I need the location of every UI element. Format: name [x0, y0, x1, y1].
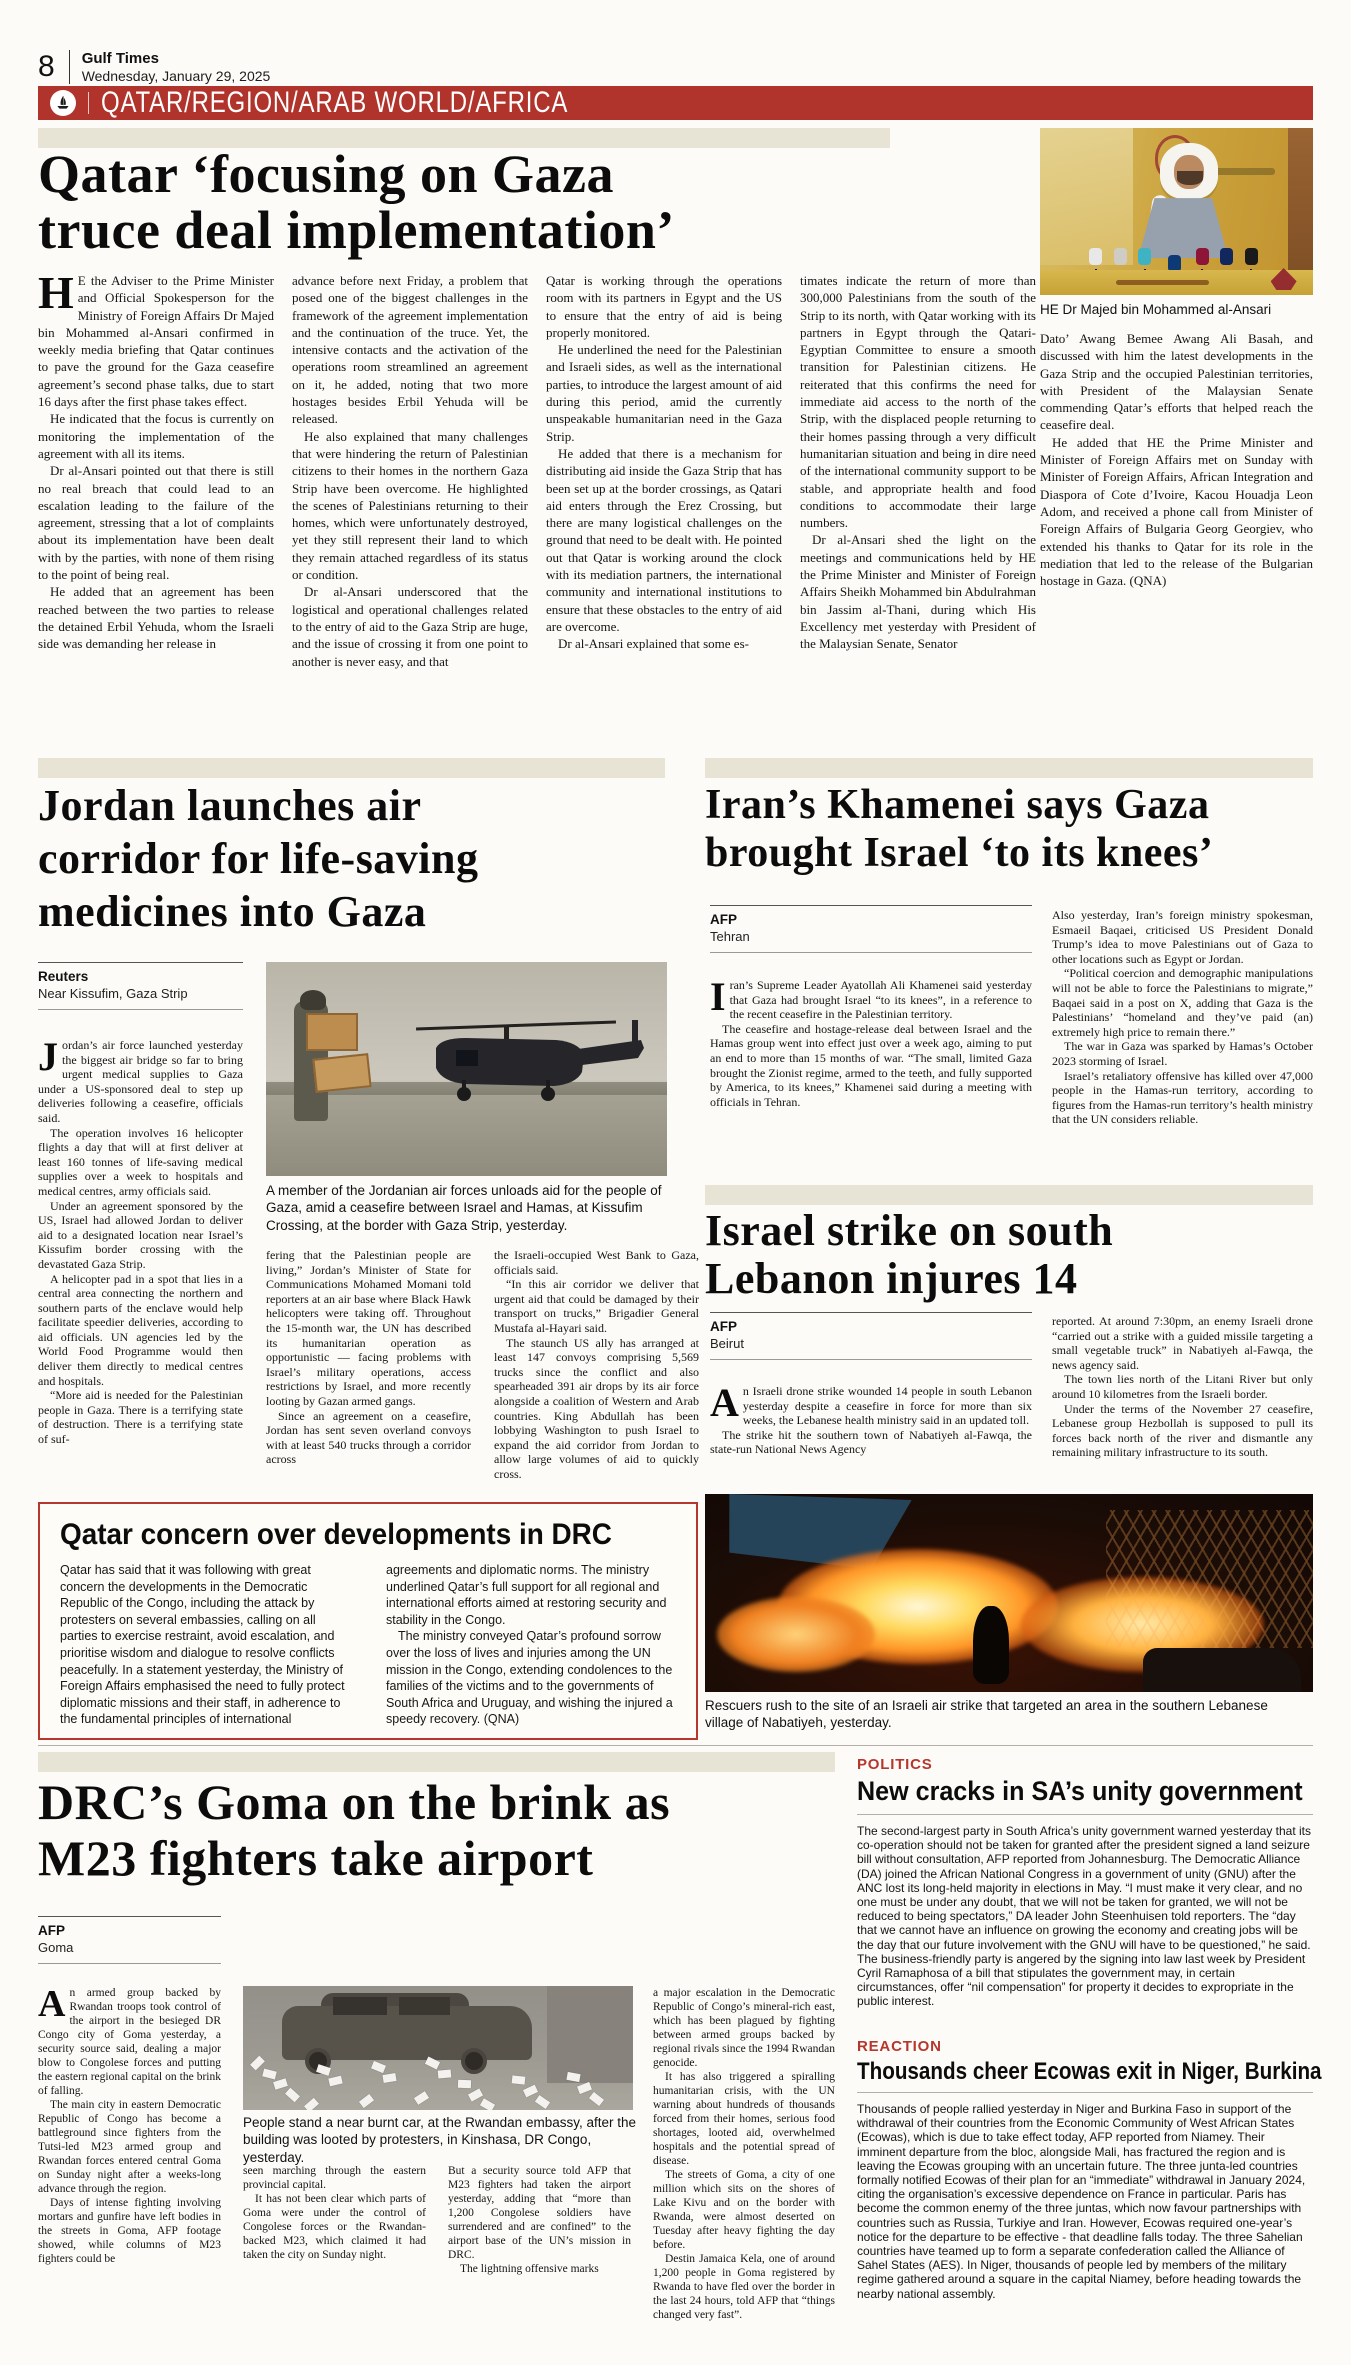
goma-band	[38, 1752, 835, 1772]
paper-name: Gulf Times	[81, 50, 159, 68]
ansari-photo-caption: HE Dr Majed bin Mohammed al-Ansari	[1040, 302, 1272, 317]
paper-scrap	[316, 2064, 331, 2076]
drc-statement-box	[38, 1502, 698, 1740]
burnt-car-photo	[243, 1986, 633, 2110]
paper-scrap	[480, 2099, 495, 2110]
israel-byline	[710, 1312, 1032, 1360]
reaction-headline: Thousands cheer Ecowas exit in Niger, Burkina	[857, 2058, 1322, 2085]
helicopter-aid-photo	[266, 962, 667, 1176]
vehicle-silhouette	[1143, 1648, 1301, 1692]
flames	[717, 1597, 875, 1672]
paper-scrap	[534, 2095, 549, 2109]
byline-agency: AFP	[710, 912, 737, 927]
drc-box-title: Qatar concern over developments in DRC	[60, 1518, 612, 1551]
paper-scrap	[262, 2068, 277, 2079]
paper-scrap	[566, 2072, 580, 2082]
iran-headline: Iran’s Khamenei says Gaza brought Israel ‘to its knees’	[705, 782, 1214, 876]
byline-agency: Reuters	[38, 969, 89, 984]
paper-scrap	[250, 2055, 265, 2070]
reaction-body: Thousands of people rallied yesterday in Niger and Burkina Faso in support of the withdrawal of their countries from the Economic Community of West African States (Ecowas), which is due to take effect today, AFP reported from Niamey. Their imminent departure from the bloc, alongside Mali, has fractured the region and is leaving the Ecowas grouping with an uncertain future. The three junta-led countries formally notified Ecowas of their plan for an “immediate” withdrawal in January 2024, citing the organisation’s excessive dependence on France in particular. Paris has become the common enemy of the three juntas, which now favour partnerships with countries such as Russia, Turkiye and Iran. However, Ecowas required one-year’s notice for the departure to be effective - that deadline falls today. The three Sahelian countries have teamed up to form a separate confederation called the Alliance of Sahel States (AES). In Niger, thousands of people led by members of the military regime gathered around a square in the capital Niamey, before heading towards the nearby national assembly.	[857, 2102, 1306, 2301]
paper-scrap	[512, 2076, 526, 2085]
lead-col-5: Dato’ Awang Bemee Awang Ali Basah, and discussed with him the latest developments in the Gaza Strip and the occupied Palestinian territories, with President of the Malaysian Senate commending Qatar’s efforts that helped reach the ceasefire deal. He added that HE the Prime Minister and Minister of Foreign Affairs met on Sunday with Minister of Foreign Affairs, African Integration and Diaspora of Cote d’Ivoire, Kacou Houadja Leon Adom, and received a phone call from Minister of Foreign Affairs of Bulgaria Georg Georgiev, who extended his thanks to Qatar for its role in the mediation that led to the release of the Bulgarian hostage in Gaza. (QNA)	[1040, 331, 1313, 589]
lead-col-4: timates indicate the return of more than 300,000 Palestinians from the south of the Strip to its north, with Qatar working with its partners in Egypt through the Qatari-Egyptian Committee to ensure a smooth transition for Palestinian citizens. He reiterated that this confirms the need for immediate aid access to the north of the Strip, with the displaced people returning to their homes passing through a very difficult humanitarian situation and being in dire need of the international community support to be stable, and appropriate health and food conditions to accommodate their large numbers. Dr al-Ansari shed the light on the meetings and communications held by HE the Prime Minister and Minister of Foreign Affairs Sheikh Mohammed bin Abdulrahman bin Jassim al-Thani, during which His Excellency met yesterday with President of the Malaysian Senate, Senator	[800, 273, 1036, 652]
section-banner	[38, 86, 1313, 120]
goma-headline: DRC’s Goma on the brink as M23 fighters take airport	[38, 1774, 671, 1886]
jordan-col-1: Jordan’s air force launched yesterday the biggest air bridge so far to bring urgent medical supplies to Gaza under a US-sponsored deal to step up deliveries following a ceasefire, officials said. The operation involves 16 helicopter flights a day that will at first deliver at least 160 tonnes of life-saving medical supplies over a week to hospitals and medical centres, army officials said. Under an agreement sponsored by the US, Israel had allowed Jordan to deliver aid to a designated location near Israel’s Kissufim border crossing with the devastated Gaza Strip. A helicopter pad in a spot that lies in a central area connecting the northern and southern parts of the enclave would help facilitate speedier deliveries, according to aid officials. UN agencies led by the World Food Programme would then deliver them directly to medical centres and hospitals. “More aid is needed for the Palestinian people in Gaza. There is a terrifying state of destruction. There is a terrifying state of suf-	[38, 1038, 243, 1447]
paper-scrap	[413, 2091, 428, 2105]
microphone-icon	[1114, 248, 1127, 265]
byline-agency: AFP	[710, 1319, 737, 1334]
lead-col-2: advance before next Friday, a problem that posed one of the biggest challenges in the framework of the agreement implementation and the continuation of the truce. Yet, the intensive contacts and the activation of the operations room streamlined an agreement on it, he added, noting that two more hostages besides Erbil Yehuda will be released. He also explained that many challenges that were hindering the return of Palestinian citizens to their homes in the northern Gaza Strip have been overcome. He highlighted the scenes of Palestinians returning to their homes, which were unfortunately destroyed, yet they still represent their land to which they remain attached regardless of its status or condition. Dr al-Ansari underscored that the logistical and operational challenges related to the entry of aid to the Gaza Strip are huge, and the issue of crossing it from one point to another is never easy, and that	[292, 273, 528, 669]
aid-box	[312, 1053, 371, 1093]
jordan-byline	[38, 962, 243, 1010]
paper-scrap	[577, 2082, 592, 2094]
lead-headline: Qatar ‘focusing on Gaza truce deal implementation’	[38, 144, 675, 261]
masthead-divider	[69, 50, 70, 84]
section-title: QATAR/REGION/ARAB WORLD/AFRICA	[101, 86, 569, 119]
paper-scrap	[304, 2098, 319, 2110]
iran-col-2: Also yesterday, Iran’s foreign ministry spokesman, Esmaeil Baqaei, criticised US President Donald Trump’s idea to move Palestinians out of Gaza to other locations such as Egypt or Jordan. “Political coercion and demographic manipulations will not be able to force the Palestinians to migrate,” Baqaei said in a post on X, adding that Gaza is the Palestinians’ “homeland and they’ve paid (an) extremely high price to remain there.” The war in Gaza was sparked by Hamas’s October 2023 storming of Israel. Israel’s retaliatory offensive has killed over 47,000 people in the Hamas-run territory, according to figures from the Hamas-run territory’s health ministry that the UN considers reliable.	[1052, 908, 1313, 1127]
paper-scrap	[273, 2079, 288, 2090]
goma-col-4: a major escalation in the Democratic Republic of Congo’s mineral-rich east, which has been plagued by fighting between armed groups backed by regional rivals since the 1994 Rwandan genocide. It has also triggered a spiralling humanitarian crisis, with the UN warning about hundreds of thousands forced from their homes, serious food shortages, looted aid, overwhelmed hospitals and the potential spread of disease. The streets of Goma, a city of one million which sits on the shores of Lake Kivu and on the border with Rwanda, were almost deserted on Tuesday after heavy fighting the day before. Destin Jamaica Kela, one of around 1,200 people in Goma registered by Rwanda to have fled over the border in the last 24 hours, told AFP that “things changed very fast”.	[653, 1987, 835, 2321]
paper-scrap	[589, 2091, 604, 2105]
byline-place: Goma	[38, 1940, 74, 1955]
paper-scrap	[359, 2094, 374, 2108]
israel-headline: Israel strike on south Lebanon injures 14	[705, 1206, 1114, 1304]
jordan-band	[38, 758, 665, 778]
israel-col-2: reported. At around 7:30pm, an enemy Israeli drone “carried out a strike with a guided missile targeting a small vegetable truck” in Nabatiyeh al-Fawqa, the news agency said. The town lies north of the Litani River but only around 10 kilometres from the Israeli border. Under the terms of the November 27 ceasefire, Lebanese group Hezbollah is supposed to pull its forces back north of the river and dismantle any remaining military infrastructure to its south.	[1052, 1314, 1313, 1460]
paper-scrap	[468, 2088, 483, 2101]
section-divider	[38, 1745, 1313, 1746]
goma-col-3: But a security source told AFP that M23 fighters had taken the airport yesterday, adding that “more than 1,200 Congolese soldiers have surrendered and are confined” to the airport base of the UN’s mission in DRC. The lightning offensive marks	[448, 2165, 631, 2275]
iran-col-1: Iran’s Supreme Leader Ayatollah Ali Khamenei said yesterday that Gaza had brought Israel “to its knees”, in a reference to the recent ceasefire in the Palestinian territory. The ceasefire and hostage-release deal between Israel and the Hamas group went into effect just over a week ago, aiming to put an end to more than 15 months of war. “The small, limited Gaza brought the Zionist regime, armed to the teeth, and fully supported by America, to its knees,” Khamenei said during a meeting with officials in Tehran.	[710, 978, 1032, 1109]
paper-scrap	[371, 2061, 386, 2073]
microphone-icon	[1138, 248, 1151, 265]
lead-col-1: H E the Adviser to the Prime Minister and Official Spokesperson for the Ministry of Foreign Affairs Dr Majed bin Mohammed al-Ansari confirmed in weekly media briefing that Qatar continues to pave the ground for the Gaza ceasefire agreement’s second phase talks, due to start 16 days after the first phase takes effect. He indicated that the focus is currently on monitoring the implementation of the agreement with all its items. Dr al-Ansari pointed out that there is still no real breach that could lead to an escalation leading to the failure of the agreement, stressing that a lot of complaints about its implementation have been dealt with by the parties, with none of them rising to the point of being real. He added that an agreement has been reached between the two parties to release the detained Erbil Yehuda, whom the Israeli side was demanding her release in	[38, 272, 274, 652]
microphone-icon	[1089, 248, 1102, 265]
paper-scrap	[328, 2076, 342, 2087]
microphone-icon	[1245, 248, 1258, 265]
gulf-times-logo	[50, 90, 76, 116]
politics-body: The second-largest party in South Africa’s unity government warned yesterday that its co-operation should not be taken for granted after the president signed a land seizure bill without consultation, AFP reported from Johannesburg. The Democratic Alliance (DA) joined the African National Congress in a government of unity (GNU) after the ANC lost its long-held majority in elections in May. “I must make it very clear, and no one must be under any doubt, that we will not be taken for granted, we will not be reduced to being spectators,” DA leader John Steenhuisen told reporters. The “day that we cannot have an influence on growing the economy and creating jobs will be the day that our future involvement with the GNU will have to be questioned,” he said. The business-friendly party is angered by the signing into law last week by President Cyril Ramaphosa of a bill that stipulates the government may, in certain circumstances, offer “nil compensation” for property it decides to expropriate in the public interest.	[857, 1824, 1312, 2009]
iran-byline	[710, 905, 1032, 953]
goma-col-1: An armed group backed by Rwandan troops took control of the airport in the besieged DR Congo city of Goma yesterday, a security source said, dealing a major blow to Congolese forces and putting the eastern regional capital on the brink of falling. The main city in eastern Democratic Republic of Congo has become a battleground since fighters from the Tutsi-led M23 armed group and Rwandan forces entered central Goma on Sunday night after a weeks-long advance through the region. Days of intense fighting involving mortars and gunfire have left bodies in the streets in Goma, AFP footage showed, while columns of M23 fighters could be	[38, 1986, 221, 2265]
paper-scrap	[457, 2080, 470, 2088]
paper-scrap	[383, 2073, 397, 2083]
paper-scrap	[523, 2085, 538, 2098]
politics-kicker: POLITICS	[857, 1756, 933, 1773]
drc-box-col-2: agreements and diplomatic norms. The ministry underlined Qatar’s full support for all regional and international efforts aimed at restoring security and stability in the Congo. The ministry conveyed Qatar’s profound sorrow over the loss of lives and injuries among the UN mission in the Congo, extending condolences to the families of the victims and to the governments of South Africa and Uruguay, and wishing the injured a speedy recovery. (QNA)	[386, 1563, 673, 1727]
byline-place: Tehran	[710, 929, 750, 944]
soldier-helmet	[300, 990, 326, 1010]
ansari-press-photo	[1040, 128, 1313, 295]
dhow-sailboat-icon	[54, 94, 72, 112]
banner-divider	[88, 92, 89, 114]
helicopter-photo-caption: A member of the Jordanian air forces unloads aid for the people of Gaza, amid a ceasefire between Israel and Hamas, at Kissufim Crossing, at the border with Gaza Strip, yesterday.	[266, 1183, 662, 1233]
israel-col-1: An Israeli drone strike wounded 14 people in south Lebanon yesterday despite a ceasefire in force for more than six weeks, the Lebanese health ministry said in an updated toll. The strike hit the southern town of Nabatiyeh al-Fawqa, the state-run National News Agency	[710, 1384, 1032, 1457]
fire-photo-caption: Rescuers rush to the site of an Israeli air strike that targeted an area in the southern Lebanese village of Nabatiyeh, yesterday.	[705, 1698, 1268, 1731]
lebanon-strike-fire-photo	[705, 1494, 1313, 1692]
microphone-icon	[1220, 248, 1233, 265]
byline-place: Near Kissufim, Gaza Strip	[38, 986, 188, 1001]
microphone-icon	[1196, 248, 1209, 265]
burnt-car-photo-caption: People stand a near burnt car, at the Rwandan embassy, after the building was looted by protesters, in Kinshasa, DR Congo, yesterday.	[243, 2115, 636, 2165]
car-window	[333, 1997, 388, 2014]
drc-box-col-1: Qatar has said that it was following with great concern the developments in the Democratic Republic of the Congo, including the attack by protesters on several embassies, calling on all parties to exercise restraint, avoid escalation, and prioritise wisdom and dialogue to resolve conflicts peacefully. In a statement yesterday, the Ministry of Foreign Affairs emphasised the need to fully protect diplomatic missions and their staff, in adherence to the fundamental principles of international	[60, 1563, 345, 1727]
jordan-col-3: the Israeli-occupied West Bank to Gaza, officials said. “In this air corridor we deliver that urgent aid that could be damaged by their transport on trucks,” Brigadier General Mustafa al-Hayari said. The staunch US ally has arranged at least 147 convoys comprising 5,569 trucks since the conflict and also spearheaded 391 air drops by its air force alongside a coalition of Western and Arab countries. King Abdullah has been lobbying Washington to push Israel to expand the aid corridor from Jordan to allow large volumes of aid to quickly cross.	[494, 1248, 699, 1481]
beard	[1177, 171, 1203, 185]
politics-rule	[857, 1814, 1313, 1815]
fence	[1106, 1510, 1313, 1649]
podium-arabic-text	[1116, 280, 1209, 285]
aid-box	[306, 1013, 358, 1051]
page-number: 8	[38, 50, 55, 83]
goma-col-2: seen marching through the eastern provincial capital. It has not been clear which parts of Goma were under the control of Congolese forces or the Rwandan-backed M23, which claimed it had taken the city on Sunday night.	[243, 2165, 426, 2261]
car-window	[399, 1997, 450, 2014]
reaction-rule	[857, 2092, 1313, 2093]
backdrop-panel	[1040, 128, 1133, 265]
rescuer-silhouette	[973, 1606, 1009, 1684]
paper-date: Wednesday, January 29, 2025	[81, 67, 271, 84]
israel-band	[705, 1185, 1313, 1205]
paper-scrap	[425, 2057, 440, 2070]
goma-byline	[38, 1916, 221, 1964]
jordan-headline: Jordan launches air corridor for life-saving medicines into Gaza	[38, 781, 479, 936]
jordan-col-2: fering that the Palestinian people are living,” Jordan’s Minister of State for Communications Mohamed Momani told reporters at an air base where Black Hawk helicopters were taking off. Throughout the 15-month war, the UN has described its humanitarian operation as opportunistic — facing problems with Israel’s military operations, access restrictions by Israel, and more recently looting by Gazan armed gangs. Since an agreement on a ceasefire, Jordan has sent seven overland convoys with at least 540 trucks through a corridor across	[266, 1248, 471, 1467]
paper-scrap	[438, 2070, 452, 2079]
masthead	[38, 48, 270, 86]
byline-agency: AFP	[38, 1923, 65, 1938]
iran-band	[705, 758, 1313, 778]
lead-col-3: Qatar is working through the operations room with its partners in Egypt and the US to ensure that the entry of aid is being properly monitored. He underlined the need for the Palestinian and Israeli sides, as well as the international parties, to introduce the largest amount of aid during this period, amid the currently unspeakable humanitarian need in the Gaza Strip. He added that there is a mechanism for distributing aid inside the Gaza Strip that has been set up at the border crossings, as Qatari aid enters through the Erez Crossing, but there are many logistical challenges on the ground that need to be dealt with. He pointed out that Qatar is working around the clock with its mediation partners, the international community and international institutions to ensure that these obstacles to the entry of aid are overcome. Dr al-Ansari explained that some es-	[546, 273, 782, 652]
paper-scrap	[285, 2088, 300, 2103]
politics-headline: New cracks in SA’s unity government	[857, 1776, 1303, 1806]
scattered-papers	[243, 2053, 633, 2110]
reaction-kicker: REACTION	[857, 2038, 942, 2055]
byline-place: Beirut	[710, 1336, 744, 1351]
